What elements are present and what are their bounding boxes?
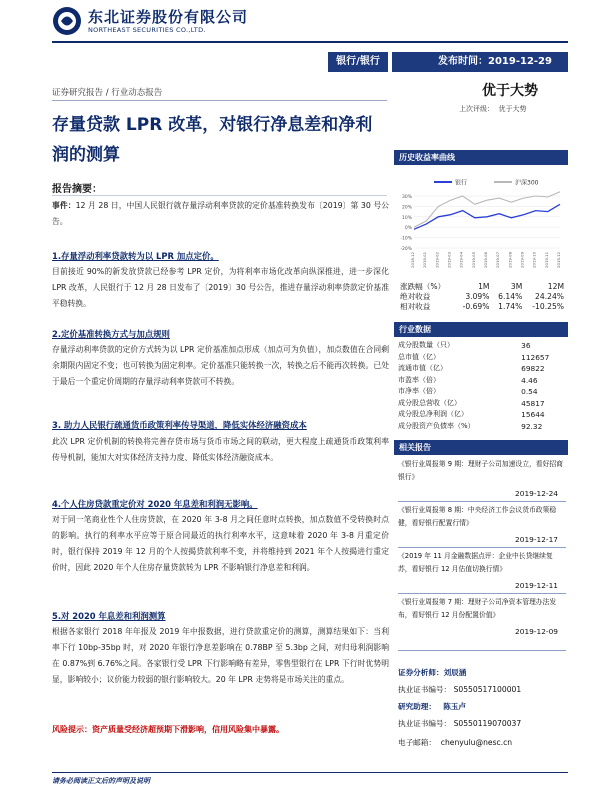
analyst-cert-line — [398, 684, 521, 695]
section-4-title-text: 4.个人住房贷款重定价对 2020 年息差和利润无影响。 — [52, 499, 258, 509]
x-tick-label: 2019-11 — [543, 252, 549, 268]
related-report-date: 2019-12-24 — [515, 489, 558, 498]
x-tick-label: 2019-08 — [507, 252, 513, 268]
analyst-line — [398, 667, 466, 678]
analyst-name: 刘辰涵 — [443, 668, 467, 677]
chart-heading: 历史收益率曲线 — [394, 150, 568, 165]
related-reports-heading: 相关报告 — [394, 440, 568, 455]
section-4-title — [52, 498, 389, 510]
table-row — [398, 386, 566, 398]
section-4-body: 对于同一笔商业性个人住房贷款，在 2020 年 3-8 月之间任意时点转换，加点数值不受转换时点的影响。执行的利率水平应等于原合同最近的执行利率水平，这意味着 2020 年 3-8 月重定价时，银行保持 2019 年 12 月的个人按揭贷款利率不变，并将维持到 2021 年个人按揭进行重定价时，因此 2020 年个人住房存量贷款转为 LPR 不影响银行净息差和利润。 — [52, 515, 389, 572]
publish-time — [392, 52, 568, 72]
performance-table — [398, 282, 566, 312]
industry-value: 36 — [521, 341, 531, 350]
prev-rating-label: 上次评级： — [459, 105, 494, 113]
section-3-title — [52, 419, 389, 431]
related-report-link[interactable]: 《银行业周报第 8 期：中央经济工作会议货币政策稳健，看好银行配置行情》 — [398, 506, 557, 527]
related-divider — [398, 593, 566, 594]
table-row — [398, 398, 566, 410]
industry-value: 69822 — [521, 364, 545, 373]
related-report-link[interactable]: 《2019 年 11 月金融数据点评：企业中长贷继续复苏，看好银行 12 月估值切换行情》 — [398, 552, 553, 573]
event-paragraph — [52, 198, 389, 230]
y-tick-label: 10% — [401, 215, 412, 221]
x-tick-label: 2018-12 — [410, 252, 415, 268]
section-1-title — [52, 250, 389, 262]
researcher-cert-line — [398, 718, 521, 729]
researcher-name: 陈玉卢 — [443, 702, 466, 711]
analyst-cert: S0550517100001 — [453, 685, 522, 694]
industry-table — [398, 340, 566, 432]
y-tick-label: 20% — [401, 205, 412, 211]
email-link[interactable]: chenyulu@nesc.cn — [440, 738, 513, 747]
prev-rating-value: 优于大势 — [498, 105, 527, 113]
table-row — [398, 363, 566, 375]
performance-header-row — [398, 282, 566, 292]
perf-cell: -0.69% — [462, 302, 490, 311]
table-row — [398, 409, 566, 421]
x-tick-label: 2019-10 — [531, 252, 537, 268]
table-row — [398, 421, 566, 433]
event-text: 12 月 28 日，中国人民银行就存量浮动利率贷款的定价基准转换发布〔2019〕第 30 号公告。 — [52, 201, 390, 226]
breadcrumb-divider — [52, 100, 387, 101]
researcher-line — [398, 701, 466, 712]
y-tick-label: -10% — [400, 236, 412, 242]
section-5-body: 根据各家银行 2018 年年报及 2019 年中报数据，进行贷款重定价的测算，测算结果如下：当利率下行 10bp-35bp 时，对 2020 年银行净息差影响在 0.78BP 至 5.3bp 之间，对归母利润影响在 0.87%到 6.76%之间。各家银行受 LPR 下行影响略有差异，零售型银行在 LPR 下行时优势明显，影响较小；议价能力较弱的银行影响较大。20 年 LPR 走势将是市场关注的重点。 — [52, 627, 389, 684]
related-report-link[interactable]: 《银行业周报第 9 期：理财子公司加速设立，看好招商银行》 — [398, 460, 563, 481]
industry-heading: 行业数据 — [394, 322, 568, 337]
x-tick-label: 2019-07 — [495, 252, 501, 268]
risk-warning: 风险提示：资产质量受经济超预期下滑影响，信用风险集中暴露。 — [52, 725, 284, 734]
industry-label: 成分股总净利润（亿） — [398, 410, 468, 418]
industry-value: 0.54 — [521, 387, 538, 396]
x-tick-label: 2019-04 — [458, 252, 464, 268]
event-label: 事件： — [52, 201, 76, 210]
researcher-cert: S0550119070037 — [453, 719, 522, 728]
section-1-body: 目前接近 90%的新发放贷款已经参考 LPR 定价，为将利率市场化改革向纵深推进，进一步深化 LPR 改革，人民银行于 12 月 28 日发布了〔2019〕30 号公告，推进存量浮动利率贷款定价基准平稳转换。 — [52, 267, 389, 308]
perf-cell: 3.09% — [465, 292, 490, 301]
related-report-date: 2019-12-09 — [515, 627, 558, 636]
related-divider — [398, 547, 566, 548]
cert-label: 执业证书编号： — [398, 719, 452, 728]
industry-label: 市盈率（倍） — [398, 375, 440, 384]
perf-row-label: 相对收益 — [400, 302, 431, 311]
section-1-title-text: 1.存量浮动利率贷款转为以 LPR 加点定价。 — [52, 251, 219, 261]
publish-label: 发布时间： — [438, 56, 488, 67]
company-name-cn: 东北证券股份有限公司 — [88, 8, 249, 26]
industry-label: 总市值（亿） — [398, 352, 440, 361]
company-logo-icon — [52, 6, 82, 36]
perf-row-label: 绝对收益 — [400, 292, 431, 301]
perf-cell: 24.24% — [535, 292, 564, 301]
y-tick-label: -20% — [400, 247, 412, 252]
section-2-title-text: 2.定价基准转换方式与加点规则 — [52, 329, 170, 339]
summary-heading: 报告摘要： — [52, 184, 102, 195]
x-tick-label: 2019-06 — [483, 252, 488, 268]
x-tick-label: 2019-05 — [470, 252, 476, 268]
analyst-label: 证券分析师： — [398, 668, 444, 677]
y-tick-label: 0% — [404, 226, 412, 232]
industry-label: 流通市值（亿） — [398, 364, 447, 372]
x-tick-label: 2019-12 — [556, 252, 561, 268]
page-title: 存量贷款 LPR 改革，对银行净息差和净利润的测算 — [52, 115, 373, 165]
table-row — [398, 340, 566, 352]
section-2-title — [52, 328, 389, 340]
x-tick-label: 2019-02 — [434, 252, 440, 268]
sector-tag: 银行/银行 — [328, 52, 388, 72]
company-name-en: NORTHEAST SECURITIES CO.,LTD. — [88, 26, 206, 34]
cert-label: 执业证书编号： — [398, 685, 452, 694]
perf-cell: 6.14% — [498, 292, 523, 301]
perf-header-cell: 12M — [547, 282, 564, 291]
related-report-date: 2019-12-11 — [515, 581, 558, 590]
perf-header-cell: 3M — [510, 282, 523, 291]
industry-value: 45817 — [521, 398, 545, 408]
industry-label: 市净率（倍） — [398, 387, 440, 395]
perf-header-cell: 1M — [478, 282, 490, 291]
section-2-body: 存量浮动利率贷款的定价方式转为以 LPR 定价基准加点形成（加点可为负值），加点数值在合同剩余期限内固定不变；也可转换为固定利率。定价基准只能转换一次，转换之后不能再次转换。已处于最后一个重定价周期的存量浮动利率贷款可不转换。 — [52, 345, 389, 386]
summary-divider — [52, 195, 387, 196]
previous-rating — [459, 104, 526, 114]
publish-date: 2019-12-29 — [488, 56, 552, 67]
table-row — [398, 302, 566, 312]
perf-cell: 1.74% — [498, 302, 523, 311]
table-row — [398, 375, 566, 387]
breadcrumb: 证券研究报告 / 行业动态报告 — [52, 88, 163, 98]
section-5-title — [52, 610, 389, 622]
industry-value: 15644 — [521, 410, 545, 419]
email-label: 电子邮箱： — [398, 738, 436, 747]
y-tick-label: 30% — [401, 195, 412, 200]
related-divider — [398, 650, 566, 651]
industry-value: 112657 — [521, 352, 550, 362]
table-row — [398, 292, 566, 302]
section-3-body: 此次 LPR 定价机制的转换将完善存贷市场与货币市场之间的联动，更大程度上疏通货币政策利率传导机制，能加大对实体经济支持力度、降低实体经济融资成本。 — [52, 437, 389, 462]
table-row — [398, 352, 566, 364]
industry-label: 成分股总营收（亿） — [398, 398, 461, 407]
email-line — [398, 737, 512, 748]
legend-label: 银行 — [455, 179, 468, 187]
x-tick-label: 2019-09 — [519, 252, 525, 268]
header-divider — [52, 41, 568, 43]
industry-value: 92.32 — [521, 421, 543, 431]
history-return-chart — [394, 168, 568, 280]
footer-divider — [52, 772, 568, 773]
rating: 优于大势 — [482, 83, 538, 99]
x-tick-label: 2019-01 — [422, 252, 428, 268]
section-3-title-text: 3. 助力人民银行疏通货币政策利率传导渠道，降低实体经济融资成本 — [52, 420, 307, 430]
section-5-title-text: 5.对 2020 年息差和利润测算 — [52, 611, 166, 621]
x-tick-label: 2019-03 — [446, 252, 452, 268]
industry-label: 成分股资产负债率（%） — [398, 421, 475, 430]
industry-value: 4.46 — [521, 375, 538, 385]
related-divider — [398, 501, 566, 502]
perf-cell: -10.25% — [532, 302, 564, 311]
industry-label: 成分股数量（只） — [398, 341, 454, 349]
legend-label: 沪深300 — [515, 179, 539, 187]
perf-header-cell: 涨跌幅（%） — [400, 282, 446, 291]
related-report-date: 2019-12-17 — [515, 535, 558, 544]
researcher-label: 研究助理： — [398, 702, 436, 711]
footer-disclaimer: 请务必阅读正文后的声明及说明 — [52, 777, 150, 785]
series-line — [414, 192, 560, 227]
related-report-link[interactable]: 《银行业周报第 7 期：理财子公司净资本管理办法发布，看好银行 12 月份配置价值》 — [398, 598, 557, 619]
